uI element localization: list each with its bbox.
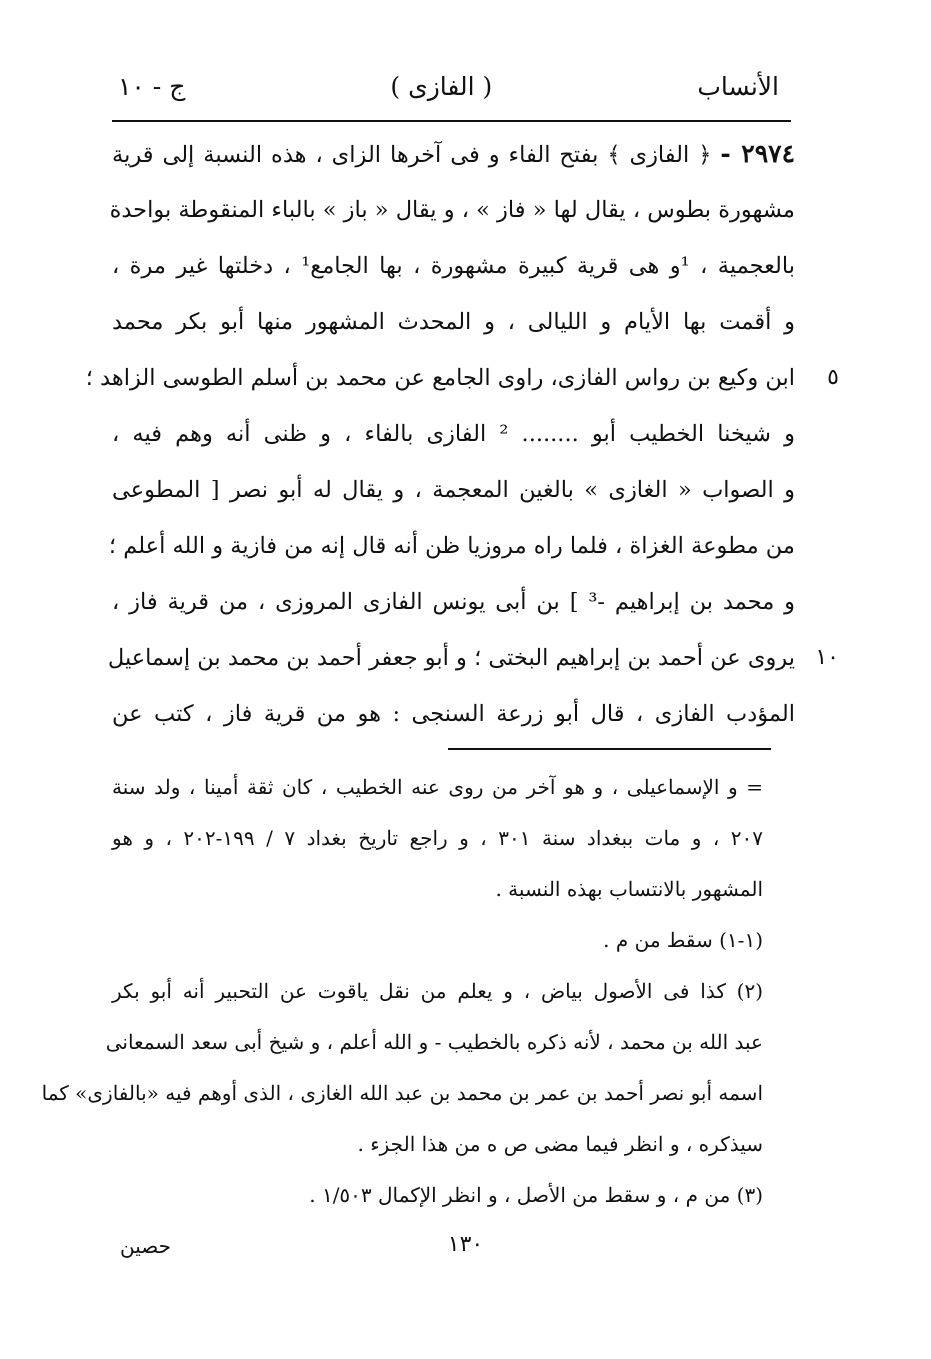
footnote-line: اسمه أبو نصر أحمد بن عمر بن محمد بن عبد الله الغازى ، الذى أوهم فيه «بالفازى» كما xyxy=(41,1081,763,1105)
book-title: الأنساب xyxy=(697,71,779,101)
footnote-line: (٣) من م ، و سقط من الأصل ، و انظر الإكمال ١/٥٠٣ . xyxy=(309,1183,763,1207)
line-text: و أقمت بها الأيام و الليالى ، و المحدث المشهور منها أبو بكر محمد xyxy=(112,309,795,335)
line-text: و شيخنا الخطيب أبو ........ ² الفازى بالفاء ، و ظنى أنه وهم فيه ، xyxy=(112,421,795,447)
header-rule xyxy=(112,120,791,122)
running-header xyxy=(118,64,779,108)
line-text: المؤدب الفازى ، قال أبو زرعة السنجى : هو من قرية فاز ، كتب عن xyxy=(112,701,795,727)
line-text: يروى عن أحمد بن إبراهيم البختى ؛ و أبو جعفر أحمد بن محمد بن إسماعيل xyxy=(107,645,795,671)
text-line xyxy=(112,574,813,630)
line-text: ﴿ الفازى ﴾ بفتح الفاء و فى آخرها الزاى ، هذه النسبة إلى قرية xyxy=(112,142,712,168)
footnote-line: عبد الله بن محمد ، لأنه ذكره بالخطيب - و الله أعلم ، و شيخ أبى سعد السمعانى xyxy=(105,1030,763,1054)
text-line xyxy=(109,182,813,238)
footnote-line: = و الإسماعيلى ، و هو آخر من روى عنه الخطيب ، كان ثقة أمينا ، ولد سنة xyxy=(112,775,763,799)
main-text xyxy=(85,126,839,742)
line-number: ١٠ xyxy=(815,645,839,670)
text-line xyxy=(112,406,813,462)
text-line xyxy=(112,294,813,350)
line-text: من مطوعة الغزاة ، فلما راه مروزيا ظن أنه قال إنه من فازية و الله أعلم ؛ xyxy=(108,533,795,559)
footnote-rule xyxy=(448,748,771,750)
footnote-line: (١-١) سقط من م . xyxy=(603,928,763,952)
page-number: ١٣٠ xyxy=(447,1232,484,1257)
line-text: بالعجمية ، ¹و هى قرية كبيرة مشهورة ، بها الجامع¹ ، دخلتها غير مرة ، xyxy=(112,253,796,279)
text-line xyxy=(112,126,813,182)
footnote-line: المشهور بالانتساب بهذه النسبة . xyxy=(495,877,763,901)
text-line xyxy=(85,350,839,406)
entry-number: ٢٩٧٤ - xyxy=(720,139,795,168)
text-line xyxy=(108,518,813,574)
line-text: ابن وكيع بن رواس الفازى، راوى الجامع عن محمد بن أسلم الطوسى الزاهد ؛ xyxy=(85,365,795,391)
line-text: و الصواب « الغازى » بالغين المعجمة ، و يقال له أبو نصر [ المطوعى xyxy=(112,477,795,503)
text-line xyxy=(107,630,839,686)
text-line xyxy=(112,238,813,294)
footnote-line: سيذكره ، و انظر فيما مضى ص ه من هذا الجزء . xyxy=(357,1132,763,1156)
footnote-line: (٢) كذا فى الأصول بياض ، و يعلم من نقل ياقوت عن التحبير أنه أبو بكر xyxy=(112,979,763,1003)
line-text: مشهورة بطوس ، يقال لها « فاز » ، و يقال « باز » بالباء المنقوطة بواحدة xyxy=(109,197,795,223)
entry-title: ( الفازى ) xyxy=(390,71,493,101)
line-number: ٥ xyxy=(827,365,839,390)
footnotes xyxy=(41,762,764,1221)
footnote-line: ٢٠٧ ، و مات ببغداد سنة ٣٠١ ، و راجع تاريخ بغداد ٧ / ١٩٩-٢٠٢ ، و هو xyxy=(112,826,764,850)
signature-mark: حصين xyxy=(120,1234,171,1258)
volume-label: ج - ١٠ xyxy=(118,71,186,101)
text-line xyxy=(112,462,813,518)
line-text: و محمد بن إبراهيم -³ ] بن أبى يونس الفازى المروزى ، من قرية فاز ، xyxy=(112,589,796,615)
text-line xyxy=(112,686,813,742)
